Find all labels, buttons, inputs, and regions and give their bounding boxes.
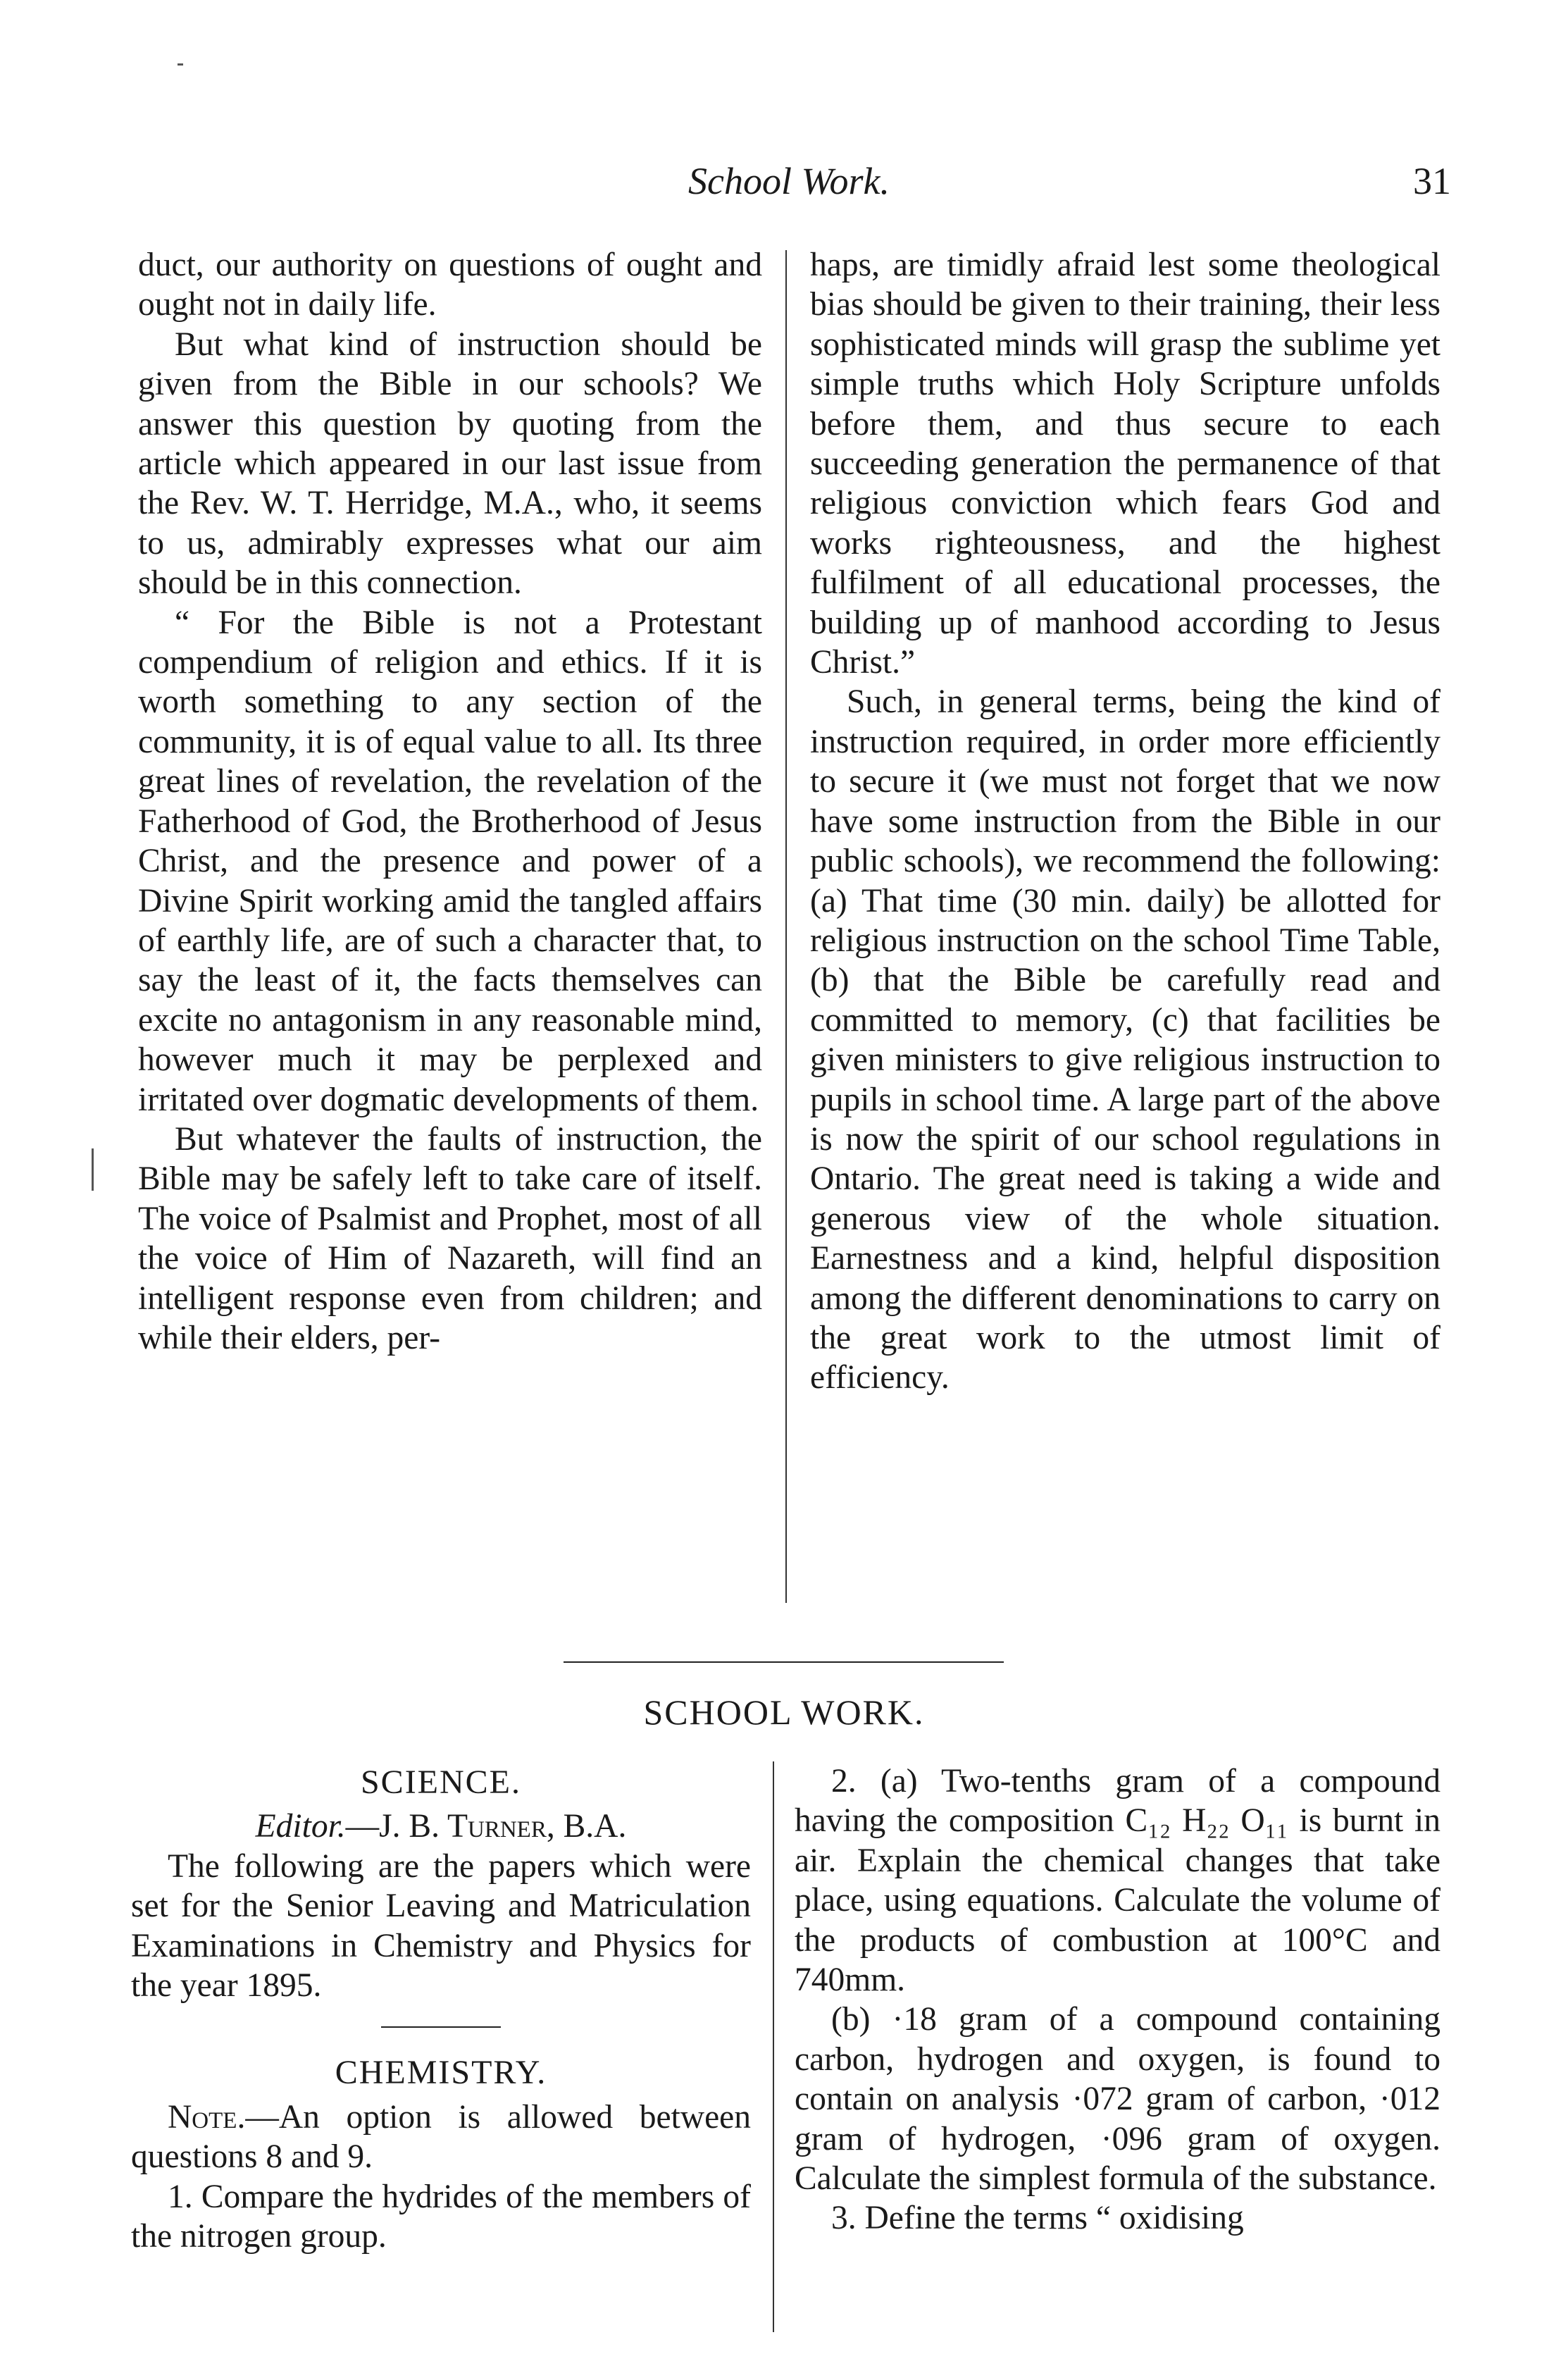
note-text: —An option is allowed between questions 8 and 9. xyxy=(131,2098,751,2176)
editor-name: —J. B. Turner, B.A. xyxy=(345,1808,627,1845)
science-column-left xyxy=(131,1756,751,2256)
intro-paragraph: The following are the papers which were set for the Senior Leaving and Matriculation Examinations in Chemistry and Physics for the year 1895. xyxy=(131,1847,751,2005)
paragraph: Such, in general terms, being the kind of instruction required, in order more efficiently to secure it (we must not forget that we now have some instruction from the Bible in our public schools), we recommend the following: (a) That time (30 min. daily) be allotted for religious instruction on the school Time Table, (b) that the Bible be carefully read and committed to memory, (c) that facilities be given ministers to give religious instruction to pupils in school time. A large part of the above is now the spirit of our school regulations in Ontario. The great need is taking a wide and generous view of the whole situation. Earnestness and a kind, helpful disposition among the different denominations to carry on the great work to the utmost limit of efficiency. xyxy=(810,683,1441,1396)
page-number: 31 xyxy=(1413,160,1451,202)
paragraph: But what kind of instruction should be given from the Bible in our schools? We answer this question by quoting from the article which appeared in our last issue from the Rev. W. T. Herridge, M.A., who, it seems to us, admirably expresses what our aim should be in this connection. xyxy=(138,326,762,602)
running-title: School Work. xyxy=(688,160,890,202)
scan-speck xyxy=(178,63,183,66)
science-column-right xyxy=(795,1761,1441,2238)
heading-rule xyxy=(381,2026,501,2028)
paragraph: duct, our authority on questions of ought and ought not in daily life. xyxy=(138,247,762,323)
question-1: 1. Compare the hydrides of the members of the nitrogen group. xyxy=(131,2178,751,2255)
column-divider xyxy=(773,1761,774,2332)
quoted-paragraph: “ For the Bible is not a Protestant compendium of religion and ethics. If it is worth something to any section of the community, it is of equal value to all. Its three great lines of revelation, the revelation of the Fatherhood of God, the Brotherhood of Jesus Christ, and the presence and power of a Divine Spirit working amid the tangled affairs of earthly life, are of such a character that, to say the least of it, the facts themselves can excite no antagonism in any reasonable mind, however much it may be perplexed and irritated over dogmatic developments of them. xyxy=(138,604,762,1118)
question-2b: (b) ·18 gram of a compound containing carbon, hydrogen and oxygen, is found to contain on analysis ·072 gram of carbon, ·012 gram of hydrogen, ·096 gram of oxygen. Calculate the simplest formula of the substance. xyxy=(795,2001,1441,2198)
running-header xyxy=(127,156,1451,206)
editor-label: Editor. xyxy=(255,1808,346,1845)
note-label: Note. xyxy=(168,2098,246,2136)
article-column-left xyxy=(138,245,762,1358)
scan-speck xyxy=(92,1148,94,1191)
section-title: SCHOOL WORK. xyxy=(643,1692,925,1732)
question-2a: 2. (a) Two-tenths gram of a compound having the composition C₁₂ H₂₂ O₁₁ is burnt in air. Explain the chemical changes that take place, using equations. Calculate the volume of the products of combustion at 100°C and 740mm. xyxy=(795,1763,1441,1999)
paragraph: But whatever the faults of instruction, the Bible may be safely left to take care of itself. The voice of Psalmist and Prophet, most of all the voice of Him of Nazareth, will find an intelligent response even from children; and while their elders, per- xyxy=(138,1120,762,1356)
question-3: 3. Define the terms “ oxidising xyxy=(831,2200,1244,2237)
paragraph: haps, are timidly afraid lest some theological bias should be given to their training, their less sophisticated minds will grasp the sublime yet simple truths which Holy Scripture unfolds before them, and thus secure to each succeeding generation the permanence of that religious conviction which fears God and works righteousness, and the highest fulfilment of all educational processes, the building up of manhood according to Jesus Christ.” xyxy=(810,247,1441,681)
chemistry-heading: CHEMISTRY. xyxy=(335,2054,547,2092)
editor-line xyxy=(131,1807,751,1846)
column-divider xyxy=(785,250,787,1603)
section-divider-rule xyxy=(564,1661,1004,1663)
note-paragraph xyxy=(131,2098,751,2177)
science-heading: SCIENCE. xyxy=(360,1764,521,1801)
article-column-right xyxy=(810,245,1441,1398)
